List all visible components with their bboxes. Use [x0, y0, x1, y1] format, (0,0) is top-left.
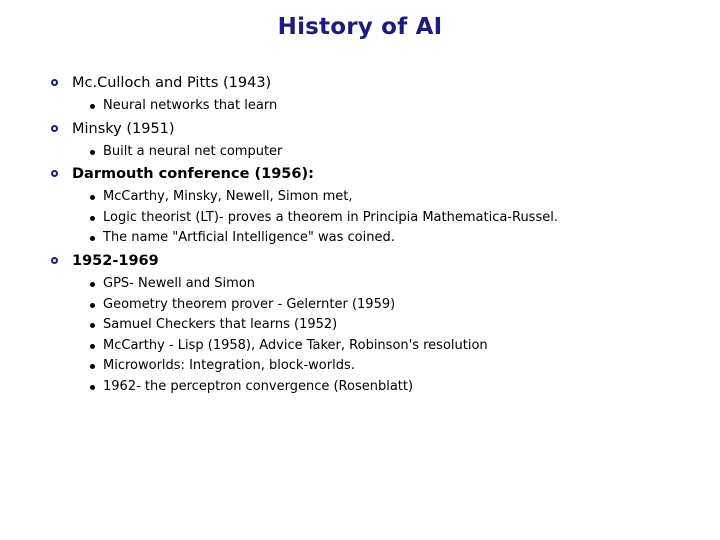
- topic-item: [40, 73, 700, 93]
- sub-bullet-icon: [90, 150, 95, 155]
- topic-heading: Darmouth conference (1956):: [72, 166, 314, 183]
- sub-bullet-icon: [90, 236, 95, 241]
- sub-bullet-icon: [90, 104, 95, 109]
- sub-item: [90, 336, 700, 357]
- sub-item-text: 1962- the perceptron convergence (Rosenblatt): [103, 378, 414, 394]
- sub-item-text: Neural networks that learn: [103, 98, 278, 113]
- bullet-icon: [51, 170, 58, 177]
- topic-heading: Mc.Culloch and Pitts (1943): [72, 75, 272, 91]
- topic-heading: 1952-1969: [72, 252, 159, 269]
- bullet-icon: [51, 257, 58, 264]
- sub-list: [40, 274, 700, 398]
- sub-item-text: Geometry theorem prover - Gelernter (1959): [103, 296, 396, 312]
- sub-item-text: McCarthy - Lisp (1958), Advice Taker, Robinson's resolution: [103, 337, 488, 353]
- sub-item: [90, 142, 700, 163]
- slide-title: History of AI: [277, 14, 443, 40]
- topic-heading: Minsky (1951): [72, 120, 175, 137]
- sub-bullet-icon: [90, 323, 95, 328]
- sub-item: [90, 228, 700, 249]
- sub-item-text: The name "Artficial Intelligence" was coined.: [103, 230, 395, 246]
- bullet-list: [40, 73, 700, 400]
- sub-item: [90, 356, 700, 377]
- sub-bullet-icon: [90, 195, 95, 200]
- sub-item-text: GPS- Newell and Simon: [103, 275, 256, 291]
- sub-bullet-icon: [90, 303, 95, 308]
- sub-list: [40, 142, 700, 163]
- sub-bullet-icon: [90, 364, 95, 369]
- sub-item: [90, 377, 700, 398]
- sub-bullet-icon: [90, 344, 95, 349]
- sub-item-text: Samuel Checkers that learns (1952): [103, 317, 338, 333]
- bullet-icon: [51, 125, 58, 132]
- sub-item: [90, 274, 700, 295]
- sub-item-text: Microworlds: Integration, block-worlds.: [103, 358, 355, 374]
- sub-item-text: Built a neural net computer: [103, 143, 283, 159]
- sub-list: [40, 96, 700, 117]
- topic-item: [40, 251, 700, 271]
- sub-item: [90, 295, 700, 316]
- sub-item-text: McCarthy, Minsky, Newell, Simon met,: [103, 189, 353, 205]
- bullet-icon: [51, 79, 58, 86]
- sub-bullet-icon: [90, 216, 95, 221]
- topic-item: [40, 164, 700, 184]
- sub-bullet-icon: [90, 282, 95, 287]
- sub-item: [90, 208, 700, 229]
- sub-item: [90, 187, 700, 208]
- topic-item: [40, 119, 700, 139]
- sub-item-text: Logic theorist (LT)- proves a theorem in Principia Mathematica-Russel.: [103, 209, 558, 225]
- sub-bullet-icon: [90, 385, 95, 390]
- sub-list: [40, 187, 700, 249]
- sub-item: [90, 315, 700, 336]
- sub-item: [90, 96, 700, 117]
